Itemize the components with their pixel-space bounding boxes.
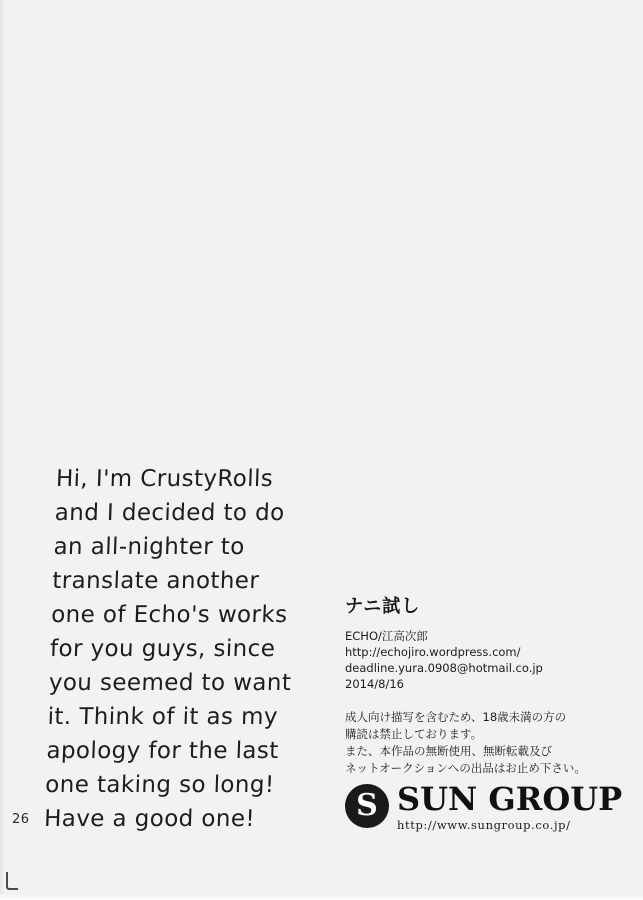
- colophon-notice-line: 購読は禁止しております。: [345, 727, 483, 741]
- page-corner-mark-icon: [6, 872, 18, 890]
- page-edge-bottom: [0, 894, 643, 900]
- colophon-title: ナニ試し: [345, 596, 421, 617]
- translator-note: [43, 462, 321, 836]
- translator-note-line: one of Echo's works: [50, 602, 288, 628]
- translator-note-line: it. Think of it as my: [47, 704, 279, 730]
- publisher-url[interactable]: http://www.sungroup.co.jp/: [397, 818, 571, 832]
- page-edge-left: [0, 0, 4, 900]
- colophon: [345, 592, 615, 777]
- publisher-name: SUN GROUP: [397, 780, 623, 818]
- translator-note-line: for you guys, since: [49, 636, 276, 662]
- publisher-text: [397, 782, 622, 832]
- page-number: 26: [12, 812, 30, 827]
- translator-note-line: apology for the last: [45, 738, 280, 764]
- colophon-meta-email[interactable]: deadline.yura.0908@hotmail.co.jp: [345, 661, 543, 675]
- publisher-logo: [345, 782, 622, 832]
- colophon-notice-line: 成人向け描写を含むため、18歳未満の方の: [345, 710, 567, 724]
- colophon-meta: [345, 628, 615, 692]
- translator-note-line: one taking so long!: [44, 772, 275, 798]
- sun-group-logo-glyph: S: [356, 788, 378, 823]
- colophon-meta-author: ECHO/江高次郎: [345, 629, 428, 643]
- translator-note-line: Have a good one!: [43, 806, 256, 832]
- colophon-notice: [345, 709, 615, 777]
- colophon-meta-website[interactable]: http://echojiro.wordpress.com/: [345, 645, 521, 659]
- translator-note-line: translate another: [51, 568, 260, 594]
- colophon-notice-line: また、本作品の無断使用、無断転載及び: [345, 744, 552, 758]
- translator-note-line: Hi, I'm CrustyRolls: [55, 466, 274, 492]
- translator-note-line: you seemed to want: [48, 670, 292, 696]
- colophon-notice-line: ネットオークションへの出品はお止め下さい。: [345, 761, 586, 775]
- colophon-meta-date: 2014/8/16: [345, 677, 404, 691]
- translator-note-line: and I decided to do: [54, 500, 286, 526]
- sun-group-logo-icon: [345, 784, 389, 828]
- translator-note-line: an all-nighter to: [53, 534, 246, 560]
